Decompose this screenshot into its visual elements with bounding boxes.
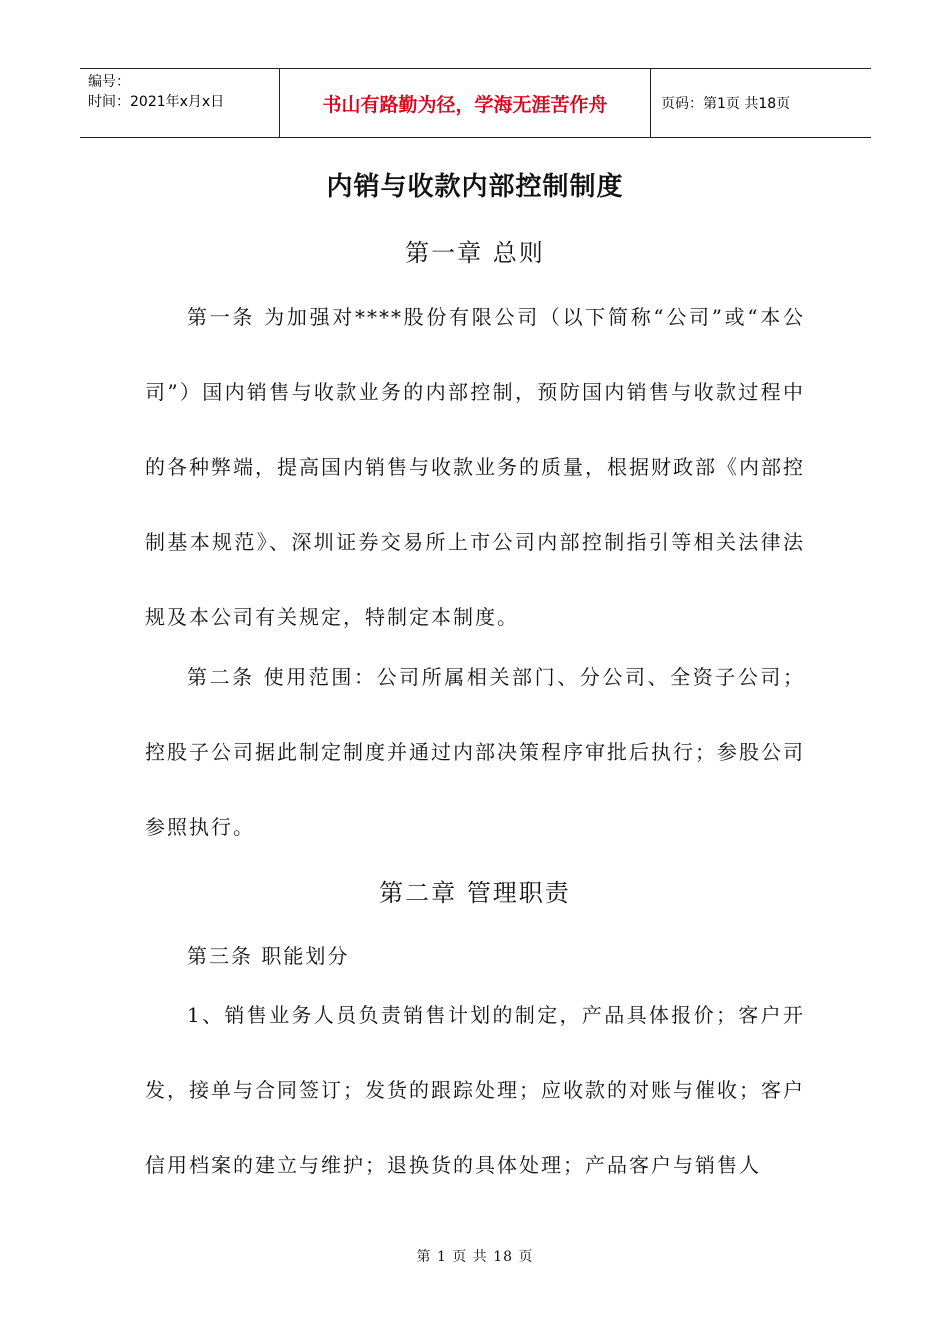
chapter-2-heading: 第二章 管理职责 (379, 879, 571, 907)
article-1: 第一条 为加强对****股份有限公司（以下简称“公司”或“本公司”）国内销售与收款业务的内部控制，预防国内销售与收款过程中的各种弊端，提高国内销售与收款业务的质量，根据财政部《内部控制基本规范》、深圳证券交易所上市公司内部控制指引等相关法律法规及本公司有关规定，特制定本制度。 (145, 305, 805, 629)
document-title: 内销与收款内部控制制度 (326, 172, 624, 202)
article-2: 第二条 使用范围：公司所属相关部门、分公司、全资子公司；控股子公司据此制定制度并通过内部决策程序审批后执行；参股公司参照执行。 (145, 665, 805, 839)
number-label: 编号： (88, 74, 130, 90)
chapter-1-heading: 第一章 总则 (405, 239, 545, 267)
page-footer: 第 1 页 共 18 页 (416, 1249, 534, 1265)
document-header (80, 68, 871, 138)
header-meta (80, 69, 280, 137)
article-3-heading: 第三条 职能划分 (187, 944, 350, 968)
article-3-item-1: 1、销售业务人员负责销售计划的制定，产品具体报价；客户开发，接单与合同签订；发货的跟踪处理；应收款的对账与催收；客户信用档案的建立与维护；退换货的具体处理；产品客户与销售人 (145, 1003, 805, 1177)
time-label: 时间：2021年x月x日 (88, 94, 225, 110)
header-page-info: 页码：第1页 共18页 (661, 96, 791, 112)
header-motto: 书山有路勤为径，学海无涯苦作舟 (280, 69, 651, 137)
